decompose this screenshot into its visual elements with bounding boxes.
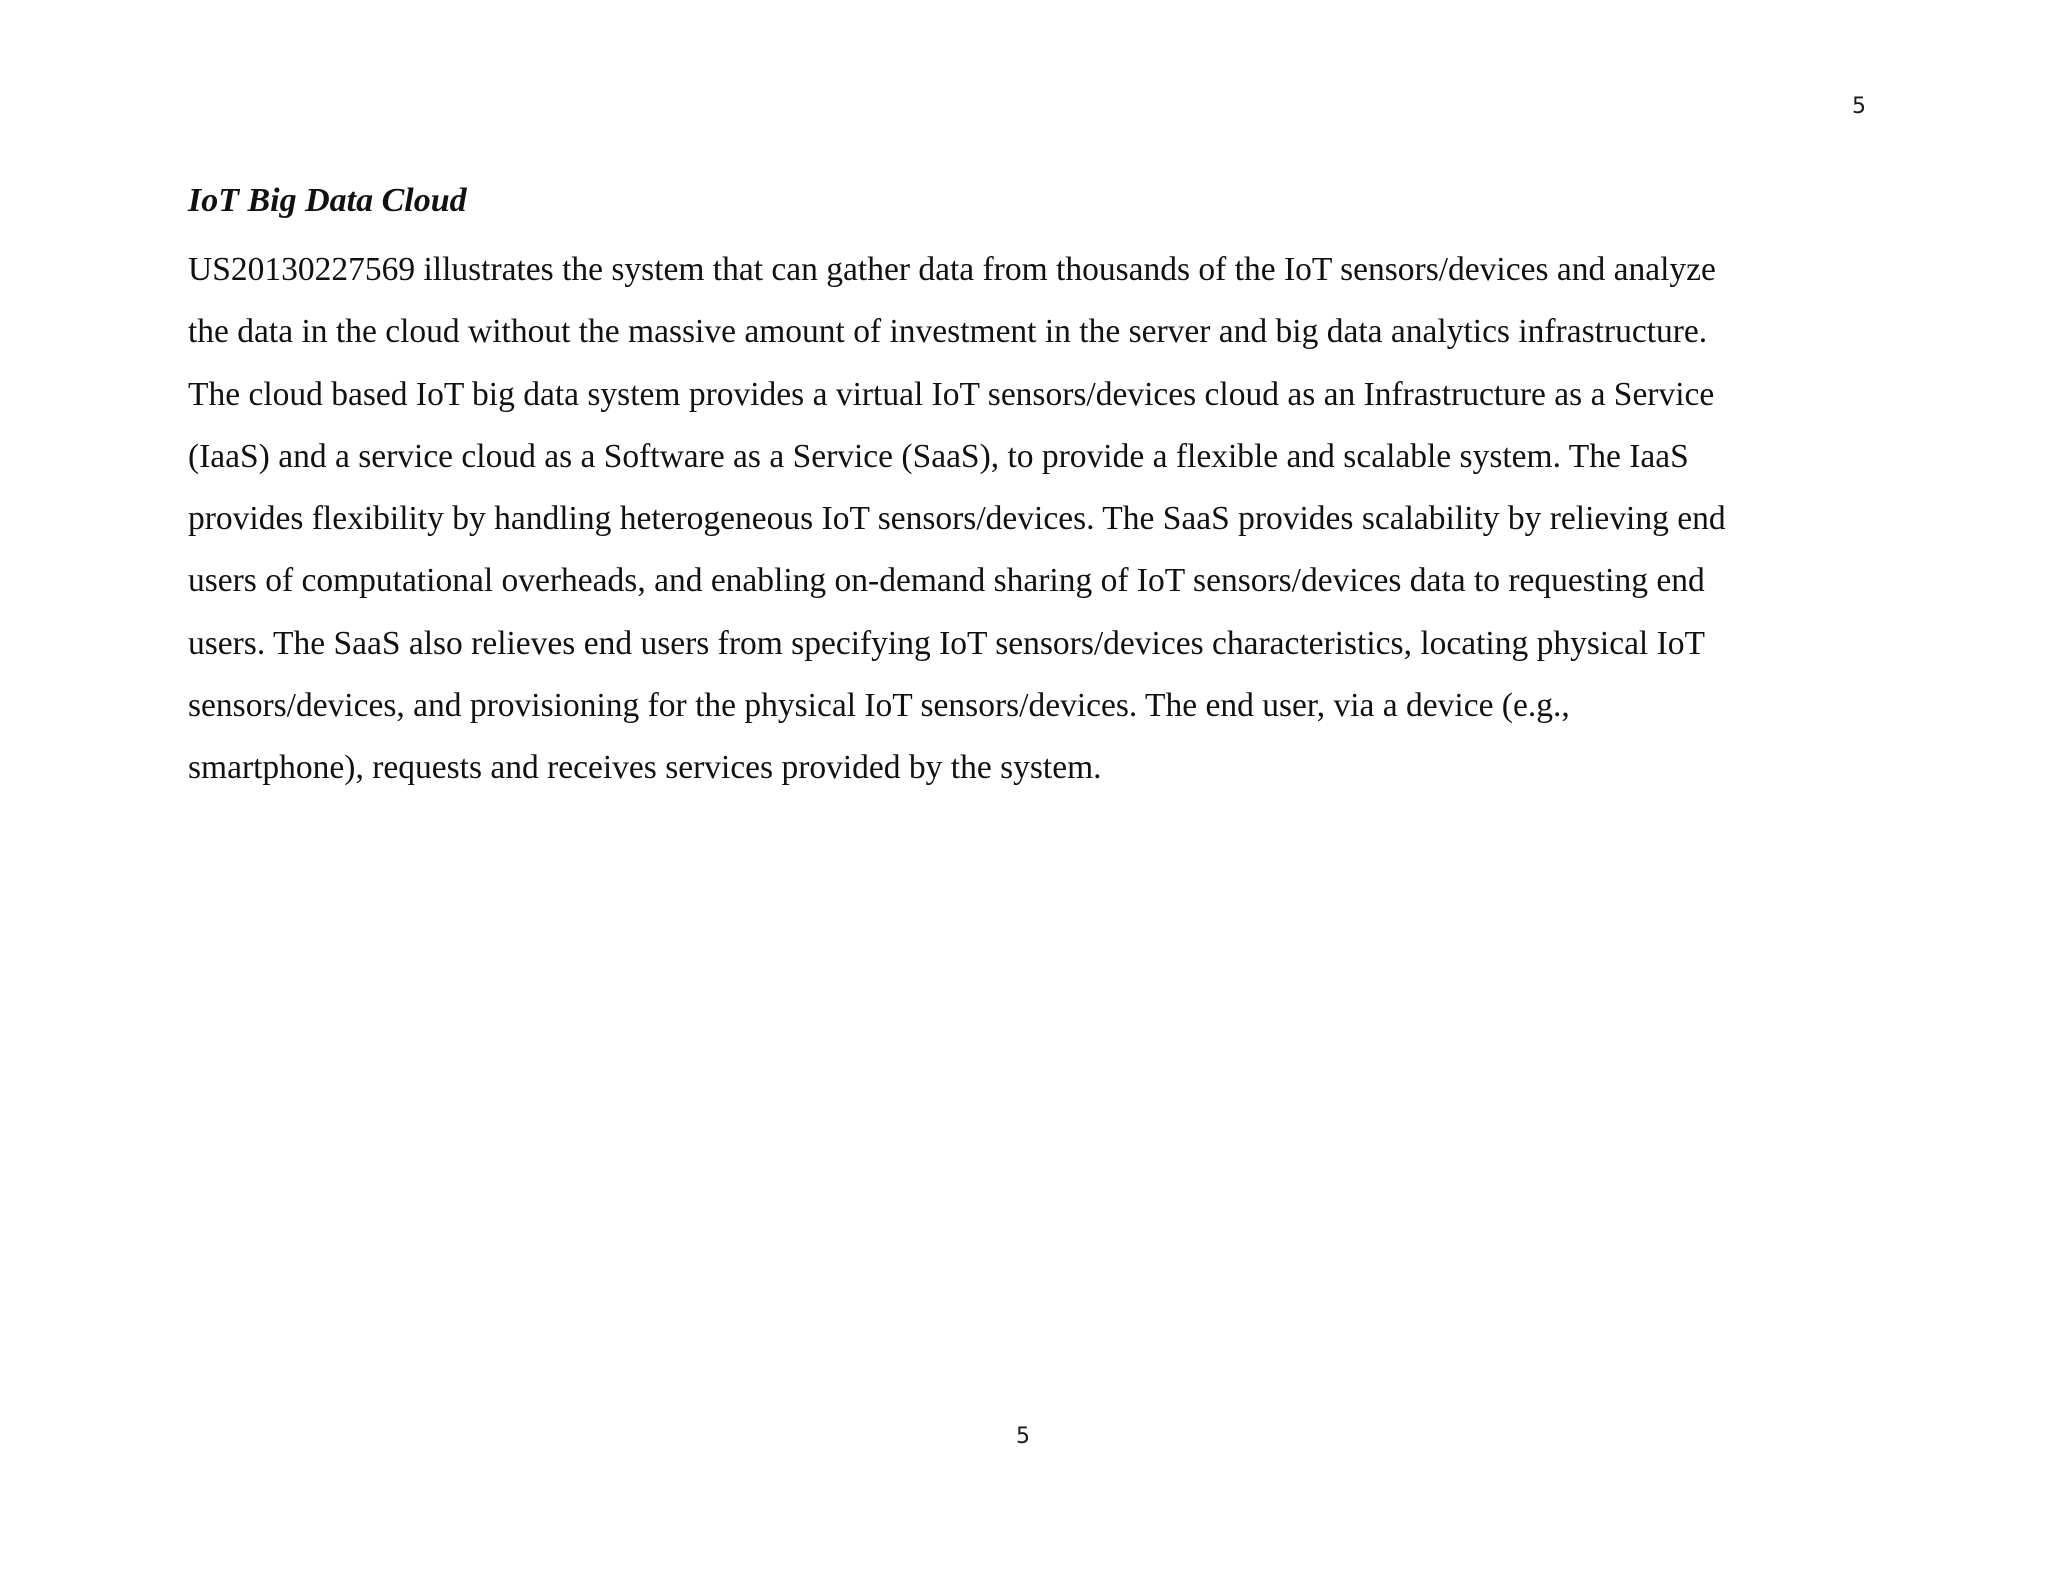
section-heading: IoT Big Data Cloud — [188, 182, 467, 219]
paragraph-line: provides flexibility by handling heterogeneous IoT sensors/devices. The SaaS provides scalability by relieving end — [188, 500, 1726, 538]
paragraph-line: smartphone), requests and receives services provided by the system. — [188, 749, 1102, 787]
paragraph-line: US20130227569 illustrates the system that can gather data from thousands of the IoT sensors/devices and analyze — [188, 251, 1716, 288]
paragraph-line: sensors/devices, and provisioning for the physical IoT sensors/devices. The end user, via a device (e.g., — [188, 687, 1570, 725]
paragraph-line: (IaaS) and a service cloud as a Software as a Service (SaaS), to provide a flexible and scalable system. The IaaS — [188, 437, 1689, 475]
footer-page-number: 5 — [1016, 1424, 1030, 1449]
paragraph-line: The cloud based IoT big data system provides a virtual IoT sensors/devices cloud as an Infrastructure as a Service — [188, 375, 1715, 413]
paragraph-line: users. The SaaS also relieves end users from specifying IoT sensors/devices characteristics, locating physical IoT — [188, 624, 1705, 662]
paragraph-line: the data in the cloud without the massive amount of investment in the server and big data analytics infrastructure. — [188, 313, 1708, 351]
paragraph-line: users of computational overheads, and enabling on-demand sharing of IoT sensors/devices data to requesting end — [188, 562, 1705, 600]
header-page-number: 5 — [1852, 94, 1866, 119]
body-paragraph — [188, 250, 1888, 811]
